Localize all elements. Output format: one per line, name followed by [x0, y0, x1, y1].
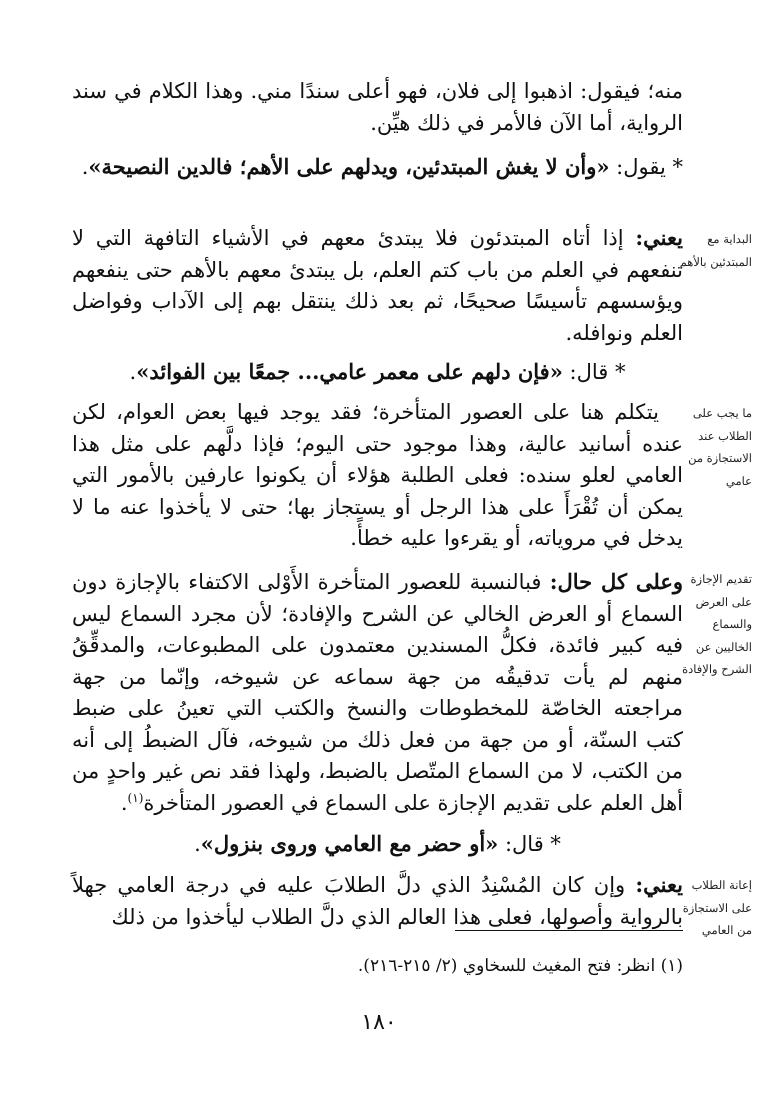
margin-note-4: إعانة الطلاب على الاستجازة من العامي	[682, 878, 752, 937]
page-number: ١٨٠	[361, 1010, 397, 1035]
paragraph-1-text: منه؛ فيقول: اذهبوا إلى فلان، فهو أعلى سندًا مني. وهذا الكلام في سند الرواية، أما الآن فالأمر في ذلك هيِّن.	[72, 79, 683, 135]
footnote: (١) انظر: فتح المغيث للسخاوي (٢/ ٢١٥-٢١٦).	[357, 956, 683, 976]
paragraph-lead: يعني:	[635, 872, 683, 897]
paragraph-8	[72, 869, 683, 933]
paragraph-lead: يعني:	[635, 225, 683, 250]
quote-text: «أو حضر مع العامي وروى بنزول»	[200, 831, 499, 856]
quote-end: .	[129, 360, 137, 384]
quote-prefix: * قال:	[562, 360, 626, 384]
margin-note-2: ما يجب على الطلاب عند الاستجازة من عامي	[688, 406, 752, 488]
quote-prefix: * قال:	[498, 832, 561, 856]
paragraph-3-text: إذا أتاه المبتدئون فلا يبتدئ معهم في الأشياء التافهة التي لا تنفعهم في العلم من باب كتم العلم، بل يبتدئ معهم بالأهم حتى ينفعهم ويؤسسهم تأسيسًا صحيحًا، ثم بعد ذلك ينتقل بهم إلى الآداب وفواضل العلم ونوافله.	[72, 226, 683, 345]
quote-prefix: * يقول:	[609, 155, 683, 179]
paragraph-1	[72, 76, 683, 139]
footnote-divider	[455, 930, 683, 931]
paragraph-lead: وعلى كل حال:	[549, 569, 684, 594]
quote-text: «وأن لا يغش المبتدئين، ويدلهم على الأهم؛ فالدين النصيحة»	[88, 154, 610, 179]
paragraph-2-quote	[72, 151, 683, 184]
paragraph-7-quote	[72, 828, 683, 861]
paragraph-5	[72, 397, 683, 555]
footnote-ref: (١)	[127, 790, 144, 805]
paragraph-6	[72, 566, 683, 819]
paragraph-8-text: وإن كان المُسْنِدُ الذي دلَّ الطلابَ عليه في درجة العامي جهلاً بالرواية وأصولها، فعلى هذا العالم الذي دلَّ الطلاب ليأخذوا من ذلك	[72, 873, 683, 929]
paragraph-5-text: يتكلم هنا على العصور المتأخرة؛ فقد يوجد فيها بعض العوام، لكن عنده أسانيد عالية، وهذا موجود حتى اليوم؛ فإذا دلَّهم على مثل هذا العامي لعلو سنده: فعلى الطلبة هؤلاء أن يكونوا عارفين بالأمور التي يمكن أن تُقْرَأَ على هذا الرجل أو يستجاز بها؛ حتى لا يأخذوا عنه ما لا يدخل في مروياته، أو يقرءوا عليه خطأً.	[72, 400, 683, 550]
quote-text: «فإن دلهم على معمر عامي... جمعًا بين الفوائد»	[136, 359, 563, 384]
margin-note-3: تقديم الإجازة على العرض والسماع الخاليين عن الشرح والإفادة	[682, 572, 752, 676]
quote-end: .	[194, 832, 201, 856]
quote-end: .	[81, 155, 89, 179]
margin-note-1: البداية مع المبتدئين بالأهم	[679, 232, 752, 269]
paragraph-3	[72, 222, 683, 349]
paragraph-6-text: فبالنسبة للعصور المتأخرة الأَوْلى الاكتفاء بالإجازة دون السماع أو العرض الخالي عن الشرح والإفادة؛ لأن مجرد السماع ليس فيه كبير فائدة، فكلُّ المسندين معتمدون على المطبوعات، والمدقِّقُ منهم لم يأت تدقيقُه من جهة سماعه عن شيوخه، وإنّما من جهة مراجعته الخاصّة للمخطوطات والنسخ والكتب التي تعينُ على ضبط كتب السنّة، أو من جهة من فعل ذلك من شيوخه، فآل الضبطُ إلى أنه من الكتب، لا من السماع المتّصل بالضبط، ولهذا فقد نص غير واحدٍ من أهل العلم على تقديم الإجازة على السماع في العصور المتأخرة	[72, 570, 683, 815]
paragraph-6-end: .	[120, 790, 128, 815]
paragraph-4-quote	[72, 356, 683, 389]
